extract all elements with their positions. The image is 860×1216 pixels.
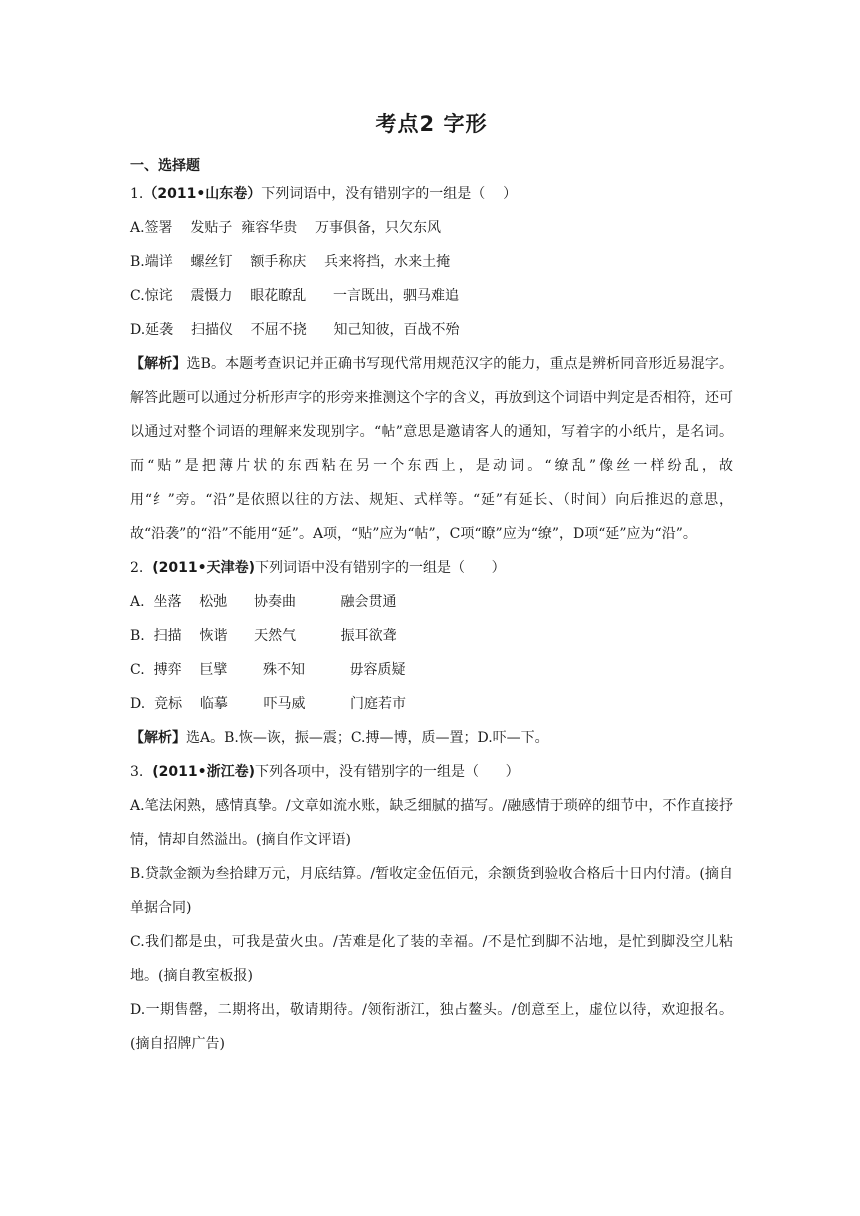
question-2-option-b: B. 扫描 恢谐 天然气 振耳欲聋 <box>130 628 397 644</box>
question-1-option-d: D.延袭 扫描仪 不屈不挠 知己知彼，百战不殆 <box>130 322 460 338</box>
question-source: （2011•山东卷） <box>143 186 262 202</box>
question-text: 下列各项中，没有错别字的一组是（ ） <box>254 764 520 780</box>
question-3-option-c: C.我们都是虫，可我是萤火虫。/苦难是化了装的幸福。/不是忙到脚不沾地，是忙到脚没空儿粘地。(摘自教室板报) <box>130 934 733 984</box>
question-2-option-c: C. 搏弈 巨擘 殊不知 毋容质疑 <box>130 662 406 678</box>
question-3-option-d: D.一期售罄，二期将出，敬请期待。/领衔浙江，独占鳌头。/创意至上，虚位以待，欢迎报名。(摘自招牌广告) <box>130 1002 733 1052</box>
question-2-option-a: A. 坐落 松弛 协奏曲 融会贯通 <box>130 594 397 610</box>
question-1-analysis <box>130 347 733 551</box>
question-1-option-c: C.惊诧 震慑力 眼花瞭乱 一言既出，驷马难追 <box>130 288 459 304</box>
analysis-text: 选B。本题考查识记并正确书写现代常用规范汉字的能力，重点是辨析同音形近易混字。解答此题可以通过分析形声字的形旁来推测这个字的含义，再放到这个词语中判定是否相符，还可以通过对整个词语的理解来发现别字。“帖”意思是邀请客人的通知，写着字的小纸片，是名词。而“贴”是把薄片状的东西粘在另一个东西上，是动词。“缭乱”像丝一样纷乱，故用“纟”旁。“沿”是依照以往的方法、规矩、式样等。“延”有延长、（时间）向后推迟的意思，故“沿袭”的“沿”不能用“延”。A项，“贴”应为“帖”，C项“瞭”应为“缭”，D项“延”应为“沿”。 <box>130 356 733 542</box>
question-source: (2011•天津卷) <box>152 560 255 576</box>
question-2-analysis <box>130 728 733 748</box>
question-3-option-b: B.贷款金额为叁拾肆万元，月底结算。/暂收定金伍佰元，余额货到验收合格后十日内付清。(摘自单据合同) <box>130 866 733 916</box>
document-content <box>130 108 733 1068</box>
question-2-stem <box>130 558 733 578</box>
question-3-option-a: A.笔法闲熟，感情真挚。/文章如流水账，缺乏细腻的描写。/融感情于琐碎的细节中，不作直接抒情，情却自然溢出。(摘自作文评语) <box>130 798 733 848</box>
question-number: 2. <box>130 560 153 576</box>
analysis-tag: 【解析】 <box>130 356 187 372</box>
question-2-option-d: D. 竞标 临摹 吓马威 门庭若市 <box>130 696 406 712</box>
page-title: 考点2 字形 <box>375 112 488 136</box>
question-text: 下列词语中，没有错别字的一组是（ ） <box>261 186 518 202</box>
question-1-option-a: A.签署 发贴子 雍容华贵 万事俱备，只欠东风 <box>130 220 442 236</box>
question-source: (2011•浙江卷) <box>152 764 255 780</box>
question-text: 下列词语中没有错别字的一组是（ ） <box>254 560 506 576</box>
question-1-option-b: B.端详 螺丝钉 额手称庆 兵来将挡，水来土掩 <box>130 254 451 270</box>
question-1-stem <box>130 184 733 204</box>
question-number: 1. <box>130 186 144 202</box>
section-heading: 一、选择题 <box>130 158 200 174</box>
analysis-tag: 【解析】 <box>130 730 186 746</box>
analysis-text: 选A。B.恢—诙，振—震；C.搏—博，质—置；D.吓—下。 <box>186 730 549 746</box>
question-3-stem <box>130 762 733 782</box>
question-number: 3. <box>130 764 153 780</box>
